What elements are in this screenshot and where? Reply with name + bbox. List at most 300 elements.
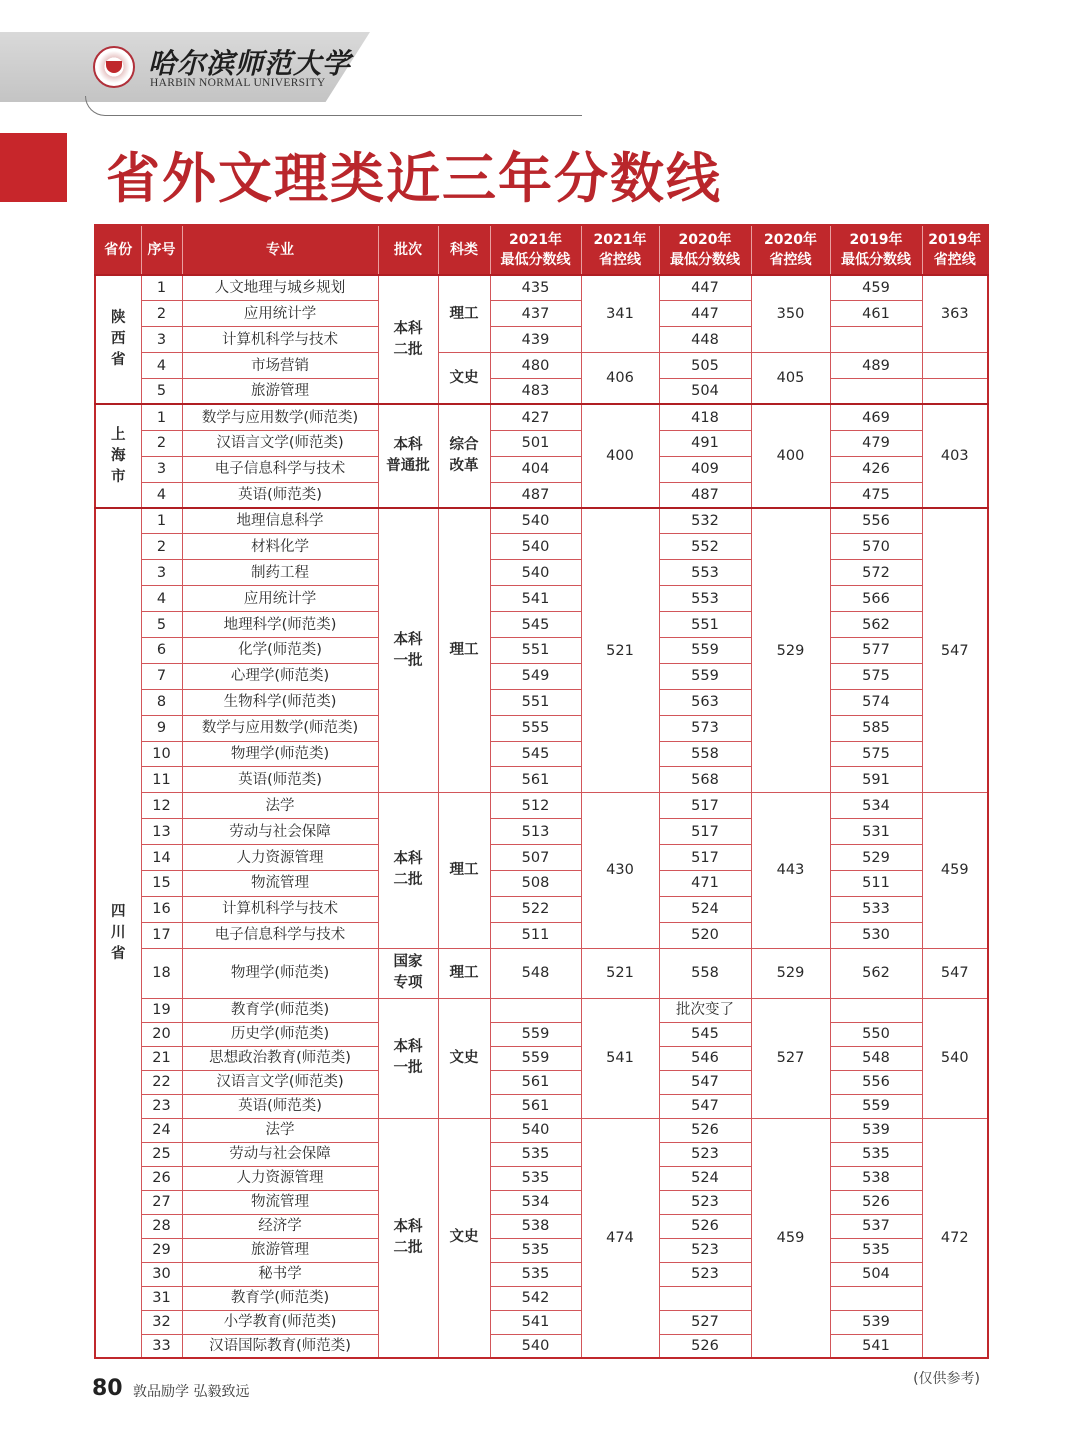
- control-line-2019: 547: [922, 948, 988, 998]
- min-score-2021: 435: [490, 275, 581, 301]
- major-name: 物流管理: [182, 1190, 378, 1214]
- batch-cell: 本科 一批: [378, 998, 438, 1118]
- control-line-2020: 529: [751, 948, 830, 998]
- control-line-2021: 341: [581, 275, 659, 353]
- table-row: [95, 793, 988, 819]
- min-score-2021: 535: [490, 1142, 581, 1166]
- major-name: 市场营销: [182, 353, 378, 379]
- batch-cell: 本科 普通批: [378, 404, 438, 508]
- column-header: 批次: [378, 225, 438, 275]
- table-row: [95, 379, 988, 405]
- min-score-2019: 475: [830, 482, 922, 508]
- table-row: [95, 353, 988, 379]
- min-score-2020: 批次变了: [659, 998, 751, 1022]
- row-number: 19: [141, 998, 182, 1022]
- row-number: 29: [141, 1238, 182, 1262]
- table-row: [95, 998, 988, 1022]
- min-score-2019: 550: [830, 1022, 922, 1046]
- min-score-2019: 526: [830, 1190, 922, 1214]
- control-line-2020: 529: [751, 508, 830, 793]
- table-row: [95, 456, 988, 482]
- min-score-2020: 568: [659, 767, 751, 793]
- min-score-2021: 511: [490, 922, 581, 948]
- min-score-2021: 545: [490, 741, 581, 767]
- title-accent-block: [0, 133, 67, 202]
- row-number: 5: [141, 612, 182, 638]
- table-row: [95, 948, 988, 998]
- major-name: 秘书学: [182, 1262, 378, 1286]
- row-number: 31: [141, 1286, 182, 1310]
- control-line-2021: 521: [581, 948, 659, 998]
- category-cell: 理工: [438, 508, 490, 793]
- row-number: 8: [141, 689, 182, 715]
- min-score-2020: 524: [659, 896, 751, 922]
- page-number: 80: [92, 1376, 123, 1401]
- major-name: 化学(师范类): [182, 637, 378, 663]
- min-score-2020: [659, 1286, 751, 1310]
- row-number: 21: [141, 1046, 182, 1070]
- table-row: [95, 534, 988, 560]
- min-score-2019: 538: [830, 1166, 922, 1190]
- min-score-2021: 507: [490, 845, 581, 871]
- table-row: [95, 508, 988, 534]
- table-row: [95, 1166, 988, 1190]
- major-name: 应用统计学: [182, 586, 378, 612]
- min-score-2019: 469: [830, 404, 922, 430]
- major-name: 汉语国际教育(师范类): [182, 1334, 378, 1358]
- min-score-2021: 542: [490, 1286, 581, 1310]
- row-number: 12: [141, 793, 182, 819]
- table-row: [95, 922, 988, 948]
- min-score-2021: 437: [490, 301, 581, 327]
- score-table: [94, 224, 989, 1359]
- min-score-2020: 447: [659, 301, 751, 327]
- min-score-2021: 540: [490, 1118, 581, 1142]
- min-score-2021: 561: [490, 767, 581, 793]
- table-row: [95, 301, 988, 327]
- major-name: 法学: [182, 793, 378, 819]
- min-score-2019: 535: [830, 1238, 922, 1262]
- control-line-2019: 403: [922, 404, 988, 508]
- category-cell: 文史: [438, 353, 490, 405]
- min-score-2020: 547: [659, 1094, 751, 1118]
- row-number: 22: [141, 1070, 182, 1094]
- min-score-2021: 404: [490, 456, 581, 482]
- min-score-2019: [830, 327, 922, 353]
- batch-cell: 本科 二批: [378, 1118, 438, 1358]
- min-score-2020: 573: [659, 715, 751, 741]
- major-name: 生物科学(师范类): [182, 689, 378, 715]
- row-number: 26: [141, 1166, 182, 1190]
- major-name: 法学: [182, 1118, 378, 1142]
- major-name: 历史学(师范类): [182, 1022, 378, 1046]
- min-score-2019: 535: [830, 1142, 922, 1166]
- min-score-2020: 523: [659, 1142, 751, 1166]
- major-name: 制药工程: [182, 560, 378, 586]
- column-header: 2020年 省控线: [751, 225, 830, 275]
- table-row: [95, 586, 988, 612]
- row-number: 2: [141, 534, 182, 560]
- min-score-2019: 531: [830, 819, 922, 845]
- row-number: 3: [141, 456, 182, 482]
- column-header: 2021年 最低分数线: [490, 225, 581, 275]
- min-score-2020: 558: [659, 948, 751, 998]
- table-row: [95, 819, 988, 845]
- row-number: 30: [141, 1262, 182, 1286]
- min-score-2020: 527: [659, 1310, 751, 1334]
- min-score-2021: 540: [490, 560, 581, 586]
- major-name: 旅游管理: [182, 1238, 378, 1262]
- column-header: 序号: [141, 225, 182, 275]
- min-score-2019: [830, 1286, 922, 1310]
- control-line-2019: 472: [922, 1118, 988, 1358]
- column-header: 2019年 省控线: [922, 225, 988, 275]
- header-divider: [85, 96, 582, 116]
- min-score-2019: 426: [830, 456, 922, 482]
- table-row: [95, 845, 988, 871]
- min-score-2020: 526: [659, 1334, 751, 1358]
- table-row: [95, 275, 988, 301]
- min-score-2019: 461: [830, 301, 922, 327]
- min-score-2019: 534: [830, 793, 922, 819]
- min-score-2021: 541: [490, 586, 581, 612]
- min-score-2021: 540: [490, 1334, 581, 1358]
- min-score-2019: 566: [830, 586, 922, 612]
- control-line-2019: 459: [922, 793, 988, 948]
- min-score-2021: 555: [490, 715, 581, 741]
- category-cell: 理工: [438, 948, 490, 998]
- min-score-2021: 427: [490, 404, 581, 430]
- min-score-2019: 541: [830, 1334, 922, 1358]
- category-cell: 理工: [438, 793, 490, 948]
- major-name: 英语(师范类): [182, 767, 378, 793]
- province-name: 陕西省: [111, 310, 126, 369]
- column-header: 省份: [95, 225, 141, 275]
- min-score-2019: 504: [830, 1262, 922, 1286]
- min-score-2020: 448: [659, 327, 751, 353]
- table-row: [95, 741, 988, 767]
- min-score-2019: 511: [830, 870, 922, 896]
- province-name: 四川省: [111, 903, 126, 962]
- min-score-2021: [490, 998, 581, 1022]
- min-score-2021: 551: [490, 637, 581, 663]
- min-score-2019: 574: [830, 689, 922, 715]
- row-number: 6: [141, 637, 182, 663]
- university-name-cn: 哈尔滨师范大学: [148, 47, 352, 80]
- min-score-2019: [830, 379, 922, 405]
- min-score-2020: 487: [659, 482, 751, 508]
- min-score-2020: 447: [659, 275, 751, 301]
- major-name: 劳动与社会保障: [182, 1142, 378, 1166]
- control-line-2020: 400: [751, 404, 830, 508]
- row-number: 17: [141, 922, 182, 948]
- row-number: 4: [141, 353, 182, 379]
- control-line-2021: 521: [581, 508, 659, 793]
- row-number: 25: [141, 1142, 182, 1166]
- min-score-2020: 553: [659, 586, 751, 612]
- min-score-2019: [830, 998, 922, 1022]
- category-cell: 文史: [438, 998, 490, 1118]
- row-number: 13: [141, 819, 182, 845]
- major-name: 旅游管理: [182, 379, 378, 405]
- table-row: [95, 1262, 988, 1286]
- university-name-en: HARBIN NORMAL UNIVERSITY: [150, 77, 326, 89]
- min-score-2020: 524: [659, 1166, 751, 1190]
- table-row: [95, 1022, 988, 1046]
- province-cell: [95, 275, 141, 404]
- row-number: 2: [141, 430, 182, 456]
- major-name: 人文地理与城乡规划: [182, 275, 378, 301]
- min-score-2020: 547: [659, 1070, 751, 1094]
- control-line-2021: 400: [581, 404, 659, 508]
- min-score-2019: 577: [830, 637, 922, 663]
- min-score-2019: 575: [830, 663, 922, 689]
- min-score-2021: 551: [490, 689, 581, 715]
- table-row: [95, 430, 988, 456]
- major-name: 经济学: [182, 1214, 378, 1238]
- min-score-2021: 545: [490, 612, 581, 638]
- min-score-2020: 504: [659, 379, 751, 405]
- table-row: [95, 1094, 988, 1118]
- row-number: 14: [141, 845, 182, 871]
- row-number: 28: [141, 1214, 182, 1238]
- min-score-2021: 540: [490, 534, 581, 560]
- table-row: [95, 560, 988, 586]
- row-number: 1: [141, 275, 182, 301]
- major-name: 电子信息科学与技术: [182, 922, 378, 948]
- table-row: [95, 1070, 988, 1094]
- major-name: 计算机科学与技术: [182, 327, 378, 353]
- major-name: 教育学(师范类): [182, 1286, 378, 1310]
- min-score-2020: 505: [659, 353, 751, 379]
- min-score-2019: 537: [830, 1214, 922, 1238]
- province-name: 上海市: [111, 426, 126, 485]
- footer-note: (仅供参考): [913, 1371, 980, 1387]
- min-score-2020: 545: [659, 1022, 751, 1046]
- min-score-2020: 523: [659, 1238, 751, 1262]
- min-score-2020: 553: [659, 560, 751, 586]
- min-score-2020: 558: [659, 741, 751, 767]
- major-name: 地理科学(师范类): [182, 612, 378, 638]
- min-score-2021: 439: [490, 327, 581, 353]
- min-score-2021: 480: [490, 353, 581, 379]
- min-score-2020: 491: [659, 430, 751, 456]
- footer-slogan: 敦品励学 弘毅致远: [133, 1384, 250, 1400]
- min-score-2020: 471: [659, 870, 751, 896]
- row-number: 5: [141, 379, 182, 405]
- major-name: 汉语言文学(师范类): [182, 430, 378, 456]
- min-score-2021: 487: [490, 482, 581, 508]
- control-line-2019: [922, 379, 988, 405]
- control-line-2019: 363: [922, 275, 988, 353]
- row-number: 1: [141, 508, 182, 534]
- major-name: 物理学(师范类): [182, 948, 378, 998]
- min-score-2019: 529: [830, 845, 922, 871]
- control-line-2020: 405: [751, 353, 830, 405]
- min-score-2021: 549: [490, 663, 581, 689]
- min-score-2019: 556: [830, 1070, 922, 1094]
- min-score-2021: 561: [490, 1070, 581, 1094]
- column-header: 2020年 最低分数线: [659, 225, 751, 275]
- table-row: [95, 637, 988, 663]
- major-name: 汉语言文学(师范类): [182, 1070, 378, 1094]
- row-number: 20: [141, 1022, 182, 1046]
- min-score-2020: 551: [659, 612, 751, 638]
- control-line-2020: 527: [751, 998, 830, 1118]
- row-number: 1: [141, 404, 182, 430]
- min-score-2020: 552: [659, 534, 751, 560]
- row-number: 3: [141, 327, 182, 353]
- table-row: [95, 1238, 988, 1262]
- min-score-2019: 539: [830, 1118, 922, 1142]
- table-row: [95, 715, 988, 741]
- major-name: 物流管理: [182, 870, 378, 896]
- page-title: 省外文理类近三年分数线: [106, 147, 722, 210]
- table-row: [95, 689, 988, 715]
- min-score-2020: 418: [659, 404, 751, 430]
- min-score-2020: 532: [659, 508, 751, 534]
- min-score-2021: 548: [490, 948, 581, 998]
- control-line-2020: 459: [751, 1118, 830, 1358]
- row-number: 7: [141, 663, 182, 689]
- min-score-2021: 559: [490, 1022, 581, 1046]
- batch-cell: 国家 专项: [378, 948, 438, 998]
- min-score-2021: 508: [490, 870, 581, 896]
- min-score-2020: 520: [659, 922, 751, 948]
- major-name: 思想政治教育(师范类): [182, 1046, 378, 1070]
- column-header: 专业: [182, 225, 378, 275]
- control-line-2019: 540: [922, 998, 988, 1118]
- table-row: [95, 767, 988, 793]
- min-score-2019: 489: [830, 353, 922, 379]
- min-score-2019: 562: [830, 948, 922, 998]
- min-score-2019: 585: [830, 715, 922, 741]
- min-score-2019: 559: [830, 1094, 922, 1118]
- row-number: 24: [141, 1118, 182, 1142]
- row-number: 4: [141, 586, 182, 612]
- min-score-2019: 530: [830, 922, 922, 948]
- min-score-2021: 535: [490, 1262, 581, 1286]
- min-score-2021: 538: [490, 1214, 581, 1238]
- table-row: [95, 1190, 988, 1214]
- min-score-2019: 572: [830, 560, 922, 586]
- category-cell: 文史: [438, 1118, 490, 1358]
- min-score-2020: 517: [659, 845, 751, 871]
- table-header-row: [95, 225, 988, 275]
- row-number: 10: [141, 741, 182, 767]
- table-row: [95, 482, 988, 508]
- table-row: [95, 1214, 988, 1238]
- column-header: 2021年 省控线: [581, 225, 659, 275]
- min-score-2021: 483: [490, 379, 581, 405]
- control-line-2020: 350: [751, 275, 830, 353]
- control-line-2021: 474: [581, 1118, 659, 1358]
- row-number: 3: [141, 560, 182, 586]
- row-number: 2: [141, 301, 182, 327]
- min-score-2020: 523: [659, 1262, 751, 1286]
- province-cell: [95, 404, 141, 508]
- table-row: [95, 1310, 988, 1334]
- min-score-2020: 523: [659, 1190, 751, 1214]
- province-cell: [95, 508, 141, 1358]
- major-name: 物理学(师范类): [182, 741, 378, 767]
- table-row: [95, 1334, 988, 1358]
- category-cell: 理工: [438, 275, 490, 353]
- min-score-2021: 561: [490, 1094, 581, 1118]
- min-score-2020: 546: [659, 1046, 751, 1070]
- control-line-2020: 443: [751, 793, 830, 948]
- control-line-2019: 547: [922, 508, 988, 793]
- min-score-2021: 540: [490, 508, 581, 534]
- column-header: 2019年 最低分数线: [830, 225, 922, 275]
- min-score-2020: 517: [659, 819, 751, 845]
- table-row: [95, 870, 988, 896]
- major-name: 电子信息科学与技术: [182, 456, 378, 482]
- min-score-2019: 459: [830, 275, 922, 301]
- control-line-2021: 406: [581, 353, 659, 405]
- min-score-2019: 562: [830, 612, 922, 638]
- row-number: 11: [141, 767, 182, 793]
- major-name: 地理信息科学: [182, 508, 378, 534]
- major-name: 应用统计学: [182, 301, 378, 327]
- row-number: 27: [141, 1190, 182, 1214]
- min-score-2020: 526: [659, 1118, 751, 1142]
- min-score-2020: 517: [659, 793, 751, 819]
- min-score-2019: 533: [830, 896, 922, 922]
- category-cell: 综合 改革: [438, 404, 490, 508]
- table-row: [95, 404, 988, 430]
- control-line-2021: 430: [581, 793, 659, 948]
- major-name: 计算机科学与技术: [182, 896, 378, 922]
- row-number: 16: [141, 896, 182, 922]
- table-row: [95, 1118, 988, 1142]
- min-score-2019: 570: [830, 534, 922, 560]
- row-number: 33: [141, 1334, 182, 1358]
- major-name: 材料化学: [182, 534, 378, 560]
- row-number: 4: [141, 482, 182, 508]
- batch-cell: 本科 二批: [378, 275, 438, 404]
- min-score-2021: 513: [490, 819, 581, 845]
- min-score-2021: 501: [490, 430, 581, 456]
- min-score-2020: 409: [659, 456, 751, 482]
- min-score-2021: 535: [490, 1238, 581, 1262]
- university-logo-icon: [93, 46, 135, 88]
- major-name: 人力资源管理: [182, 1166, 378, 1190]
- table-row: [95, 663, 988, 689]
- major-name: 英语(师范类): [182, 482, 378, 508]
- min-score-2021: 534: [490, 1190, 581, 1214]
- min-score-2019: 539: [830, 1310, 922, 1334]
- min-score-2021: 535: [490, 1166, 581, 1190]
- major-name: 小学教育(师范类): [182, 1310, 378, 1334]
- major-name: 数学与应用数学(师范类): [182, 404, 378, 430]
- min-score-2021: 541: [490, 1310, 581, 1334]
- table-row: [95, 1142, 988, 1166]
- min-score-2019: 591: [830, 767, 922, 793]
- row-number: 18: [141, 948, 182, 998]
- table-row: [95, 327, 988, 353]
- table-row: [95, 896, 988, 922]
- min-score-2019: 548: [830, 1046, 922, 1070]
- column-header: 科类: [438, 225, 490, 275]
- major-name: 劳动与社会保障: [182, 819, 378, 845]
- major-name: 数学与应用数学(师范类): [182, 715, 378, 741]
- min-score-2021: 522: [490, 896, 581, 922]
- batch-cell: 本科 二批: [378, 793, 438, 948]
- min-score-2019: 575: [830, 741, 922, 767]
- major-name: 教育学(师范类): [182, 998, 378, 1022]
- control-line-2019: [922, 353, 988, 379]
